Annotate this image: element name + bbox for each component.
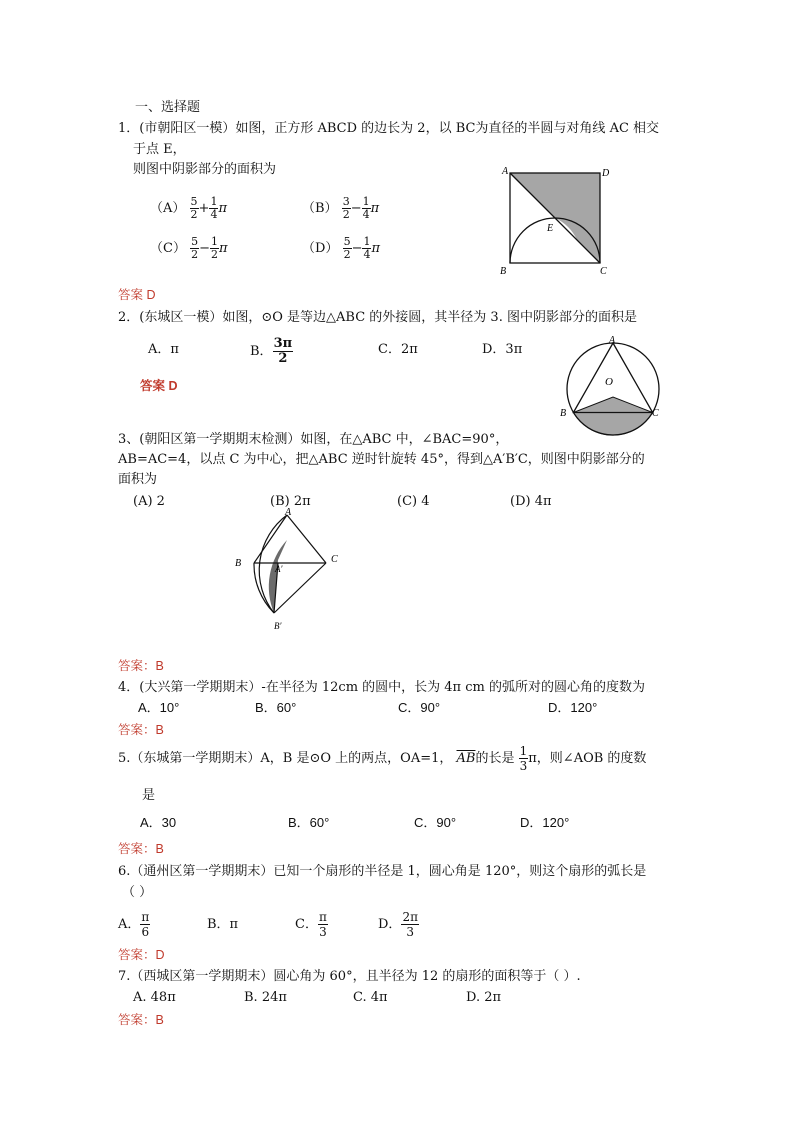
label-a: A xyxy=(285,507,292,518)
label-d: D xyxy=(602,168,610,179)
label-a-prime: A′ xyxy=(275,564,283,574)
q1-option-d xyxy=(302,236,380,261)
arc-ab: $\overline{AB}$ xyxy=(456,751,476,766)
q1-answer: 答案 D xyxy=(118,288,156,302)
label-c: C xyxy=(600,266,607,277)
label-b: B xyxy=(560,408,567,419)
operator: − xyxy=(351,241,363,256)
q1-option-b xyxy=(302,196,379,221)
q3-option-d: (D) 4π xyxy=(510,494,552,509)
edge-ab xyxy=(254,515,287,563)
q2-option-d: D．3π xyxy=(482,342,523,357)
fraction: $\frac{3}{2}$ xyxy=(342,195,350,221)
option-label: （B） xyxy=(302,201,338,216)
operator: + xyxy=(198,201,210,216)
q4-answer: 答案：B xyxy=(118,723,164,737)
q5-option-c: C．90° xyxy=(414,815,457,830)
operator: − xyxy=(199,241,210,256)
option-label: A． xyxy=(118,917,141,932)
fraction: $\frac{\pi}{6}$ xyxy=(141,910,150,939)
q6-line2: （ ） xyxy=(122,885,153,900)
q1-line2: 于点 E， xyxy=(133,142,186,157)
q4-option-a: A．10° xyxy=(138,700,180,715)
q4-option-d: D．120° xyxy=(548,700,598,715)
pi-symbol: π xyxy=(218,201,227,216)
q4-option-b: B．60° xyxy=(255,700,297,715)
q4-option-c: C．90° xyxy=(398,700,441,715)
label-b-prime: B′ xyxy=(274,621,282,631)
q2-option-c: C．2π xyxy=(378,342,418,357)
q7-option-a: A. 48π xyxy=(133,990,176,1005)
fraction: $\frac{1}{3}$ xyxy=(519,744,528,773)
label-b: B xyxy=(235,558,242,569)
q7-line1: 7.（西城区第一学期期末）圆心角为 60°，且半径为 12 的扇形的面积等于（ ）. xyxy=(118,969,581,984)
q1-line3: 则图中阴影部分的面积为 xyxy=(133,162,277,177)
q6-option-c xyxy=(295,910,328,939)
q2-figure-circle-triangle xyxy=(560,335,670,435)
q1-option-a xyxy=(150,196,227,221)
operator: − xyxy=(350,201,362,216)
q5-option-a: A．30 xyxy=(140,815,177,830)
option-label: B． xyxy=(250,344,273,359)
q1-line1: 1．(市朝阳区一模）如图，正方形 ABCD 的边长为 2，以 BC为直径的半圆与对角线 AC 相交 xyxy=(118,121,660,136)
q3-figure-rotation xyxy=(230,505,350,635)
q7-option-d: D. 2π xyxy=(466,990,502,1005)
q3-option-c: (C) 4 xyxy=(397,494,430,509)
fraction: $\frac{2\pi}{3}$ xyxy=(402,910,418,939)
q5-line1 xyxy=(118,744,646,773)
fraction: $\frac{5}{2}$ xyxy=(191,235,199,261)
q3-option-a: (A) 2 xyxy=(133,494,165,509)
q7-answer: 答案：B xyxy=(118,1013,164,1027)
q5-option-d: D．120° xyxy=(520,815,570,830)
q5-text-mid: 的长是 xyxy=(475,751,515,766)
fraction: $\frac{1}{2}$ xyxy=(211,235,218,261)
q5-text-after: π，则∠AOB 的度数 xyxy=(528,751,647,766)
option-label: （C） xyxy=(150,241,186,256)
q6-option-d xyxy=(378,910,419,939)
q1-option-c xyxy=(150,236,228,261)
fraction: $\frac{1}{4}$ xyxy=(363,235,371,261)
q7-option-b: B. 24π xyxy=(244,990,287,1005)
label-b: B xyxy=(500,266,507,277)
option-label: （D） xyxy=(302,241,339,256)
fraction: $\frac{1}{4}$ xyxy=(210,195,218,221)
shaded-region xyxy=(269,540,287,613)
q3-line3: 面积为 xyxy=(118,472,158,487)
fraction: $\frac{5}{2}$ xyxy=(190,195,198,221)
q7-option-c: C. 4π xyxy=(353,990,388,1005)
label-o: O xyxy=(605,376,613,388)
label-a: A xyxy=(502,166,509,177)
q6-option-b: B．π xyxy=(207,917,239,932)
section-title: 一、选择题 xyxy=(135,100,201,115)
q6-line1: 6.（通州区第一学期期末）已知一个扇形的半径是 1，圆心角是 120°，则这个扇形的弧长是 xyxy=(118,864,647,879)
pi-symbol: π xyxy=(371,241,381,256)
label-e: E xyxy=(547,223,554,234)
q2-option-a: A．π xyxy=(148,342,179,357)
fraction: $\frac{1}{4}$ xyxy=(362,195,370,221)
edge-ac xyxy=(287,515,326,563)
fraction: $\frac{5}{2}$ xyxy=(343,235,351,261)
fraction: $\frac{3\pi}{2}$ xyxy=(273,336,293,366)
q6-option-a xyxy=(118,910,150,939)
option-label: C． xyxy=(295,917,318,932)
q5-option-b: B．60° xyxy=(288,815,330,830)
q2-option-b xyxy=(250,337,293,366)
q3-answer: 答案：B xyxy=(118,659,164,673)
q3-option-b: (B) 2π xyxy=(270,494,311,509)
option-label: D． xyxy=(378,917,402,932)
pi-symbol: π xyxy=(219,241,228,256)
q5-answer: 答案：B xyxy=(118,842,164,856)
label-c: C xyxy=(652,408,659,419)
q2-answer: 答案 D xyxy=(140,379,178,393)
q2-line1: 2．(东城区一模）如图，⊙O 是等边△ABC 的外接圆，其半径为 3. 图中阴影部分的面积是 xyxy=(118,310,637,325)
q5-text-before: 5.（东城第一学期期末）A，B 是⊙O 上的两点，OA=1， xyxy=(118,751,453,766)
q6-answer: 答案：D xyxy=(118,948,165,962)
fraction: $\frac{\pi}{3}$ xyxy=(318,910,327,939)
q5-line2: 是 xyxy=(142,788,156,803)
pi-symbol: π xyxy=(370,201,380,216)
option-label: （A） xyxy=(150,201,186,216)
shaded-segment xyxy=(573,397,652,435)
q3-line1: 3、(朝阳区第一学期期末检测）如图，在△ABC 中，∠BAC=90°， xyxy=(118,432,509,447)
label-c: C xyxy=(331,554,338,565)
q4-line1: 4．(大兴第一学期期末）-在半径为 12cm 的圆中，长为 4π cm 的弧所对的圆心角的度数为 xyxy=(118,680,645,695)
q1-figure-square-semicircle xyxy=(497,165,617,280)
label-a: A xyxy=(609,335,616,346)
q3-line2: AB=AC=4，以点 C 为中心，把△ABC 逆时针旋转 45°，得到△A′B′C，则图中阴影部分的 xyxy=(118,452,645,467)
